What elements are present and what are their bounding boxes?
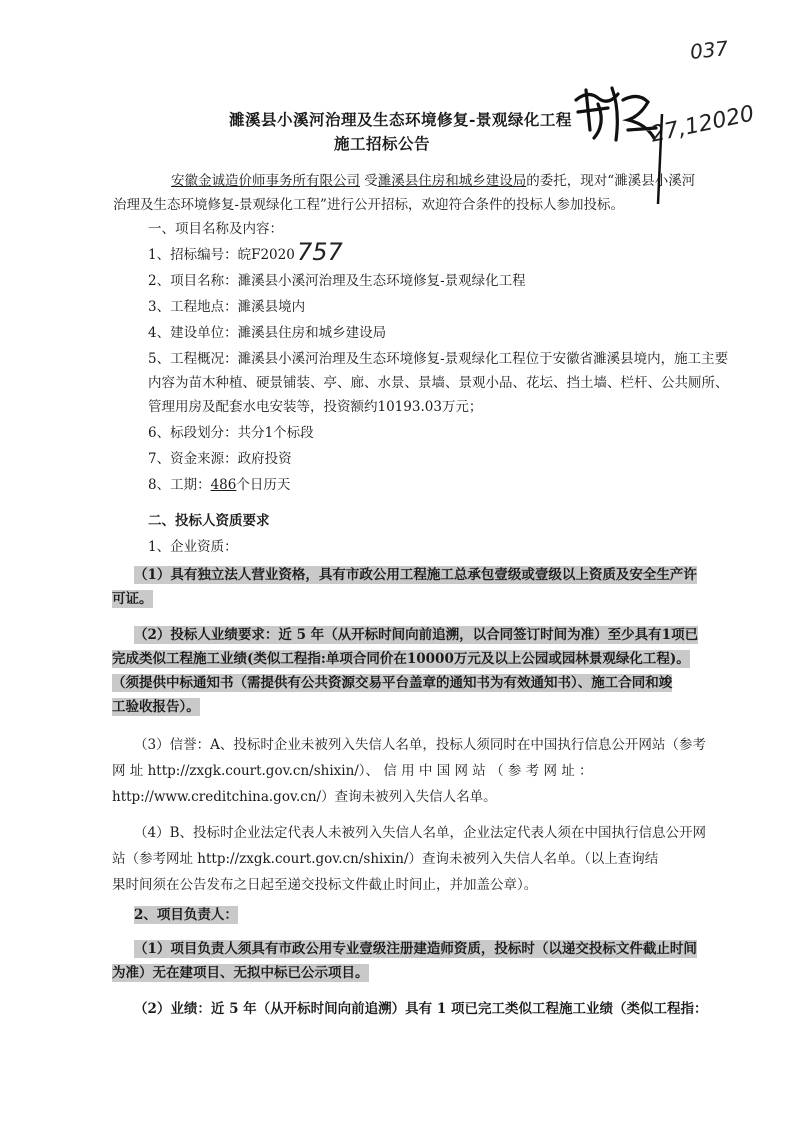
duration-unit: 个日历天	[236, 477, 291, 493]
section2-heading: 二、投标人资质要求	[148, 513, 270, 529]
req3-line3: http://www.creditchina.gov.cn/）查询未被列入失信人名单。	[112, 789, 497, 805]
item-bid-number: 1、招标编号：皖F2020	[148, 247, 295, 263]
duration-value: 486	[210, 477, 237, 493]
intro-line2: 治理及生态环境修复-景观绿化工程”进行公开招标，欢迎符合条件的投标人参加投标。	[113, 197, 624, 213]
req4-line2: 站（参考网址 http://zxgk.court.gov.cn/shixin/）查询未被列入失信人名单。（以上查询结	[112, 851, 659, 867]
subsection-company: 1、企业资质：	[148, 539, 238, 555]
item5-line1: 5、工程概况：濉溪县小溪河治理及生态环境修复-景观绿化工程位于安徽省濉溪县境内，施工主要	[148, 351, 729, 367]
page-title-line1: 濉溪县小溪河治理及生态环境修复-景观绿化工程	[229, 110, 572, 129]
item-owner: 4、建设单位：濉溪县住房和城乡建设局	[148, 325, 387, 341]
subsection-project-manager: 2、项目负责人：	[134, 907, 238, 923]
req2-line3: （须提供中标通知书（需提供有公共资源交易平台盖章的通知书为有效通知书）、施工合同和竣	[112, 675, 673, 691]
intro-line1	[171, 172, 695, 190]
req3-line1: （3）信誉：A、投标时企业未被列入失信人名单，投标人须同时在中国执行信息公开网站（参考	[134, 737, 706, 753]
req3-line2: 网 址 http://zxgk.court.gov.cn/shixin/）、 信 用 中 国 网 站 （ 参 考 网 址 ：	[112, 763, 593, 779]
req6-line1: （2）业绩：近 5 年（从开标时间向前追溯）具有 1 项已完工类似工程施工业绩（类似工程指：	[134, 1001, 708, 1017]
agency-name: 安徽金诚造价师事务所有限公司	[171, 173, 360, 189]
req2-line1: （2）投标人业绩要求：近 5 年（从开标时间向前追溯，以合同签订时间为准）至少具有1项已	[134, 627, 699, 643]
page-title-line2: 施工招标公告	[334, 134, 431, 153]
item5-line3: 管理用房及配套水电安装等，投资额约10193.03万元；	[148, 399, 483, 415]
handwritten-bid-number: 757	[297, 238, 343, 266]
handwritten-signature	[568, 80, 663, 150]
intro-text: 的委托，现对“濉溪县小溪河	[526, 173, 696, 189]
handwritten-page-number: 037	[688, 36, 730, 64]
handwritten-date: 27,12020	[648, 101, 757, 148]
req4-line3: 果时间须在公告发布之日起至递交投标文件截止时间止，并加盖公章）。	[112, 877, 538, 893]
intro-connector: 受	[360, 173, 378, 189]
req2-line2: 完成类似工程施工业绩(类似工程指:单项合同价在10000万元及以上公园或园林景观绿化工程)。	[112, 651, 690, 667]
req5-line2: 为准）无在建项目、无拟中标已公示项目。	[112, 965, 369, 981]
duration-label: 8、工期：	[148, 477, 211, 493]
item-location: 3、工程地点：濉溪县境内	[148, 299, 306, 315]
item-funding: 7、资金来源：政府投资	[148, 451, 292, 467]
item-duration	[148, 476, 290, 494]
owner-name: 濉溪县住房和城乡建设局	[377, 173, 527, 189]
req4-line1: （4）B、投标时企业法定代表人未被列入失信人名单，企业法定代表人须在中国执行信息公开网	[134, 825, 707, 841]
req5-line1: （1）项目负责人须具有市政公用专业壹级注册建造师资质，投标时（以递交投标文件截止时间	[134, 941, 697, 957]
req2-line4: 工验收报告）。	[112, 699, 200, 715]
item-project-name: 2、项目名称：濉溪县小溪河治理及生态环境修复-景观绿化工程	[148, 273, 526, 289]
item-lots: 6、标段划分：共分1个标段	[148, 425, 314, 441]
req1-line2: 可证。	[112, 591, 153, 607]
section1-heading: 一、项目名称及内容：	[148, 221, 283, 237]
req1-line1: （1）具有独立法人营业资格，具有市政公用工程施工总承包壹级或壹级以上资质及安全生产许	[134, 567, 697, 583]
signature-stroke	[655, 112, 665, 207]
item5-line2: 内容为苗木种植、硬景铺装、亭、廊、水景、景墙、景观小品、花坛、挡土墙、栏杆、公共厕所、	[148, 375, 729, 391]
